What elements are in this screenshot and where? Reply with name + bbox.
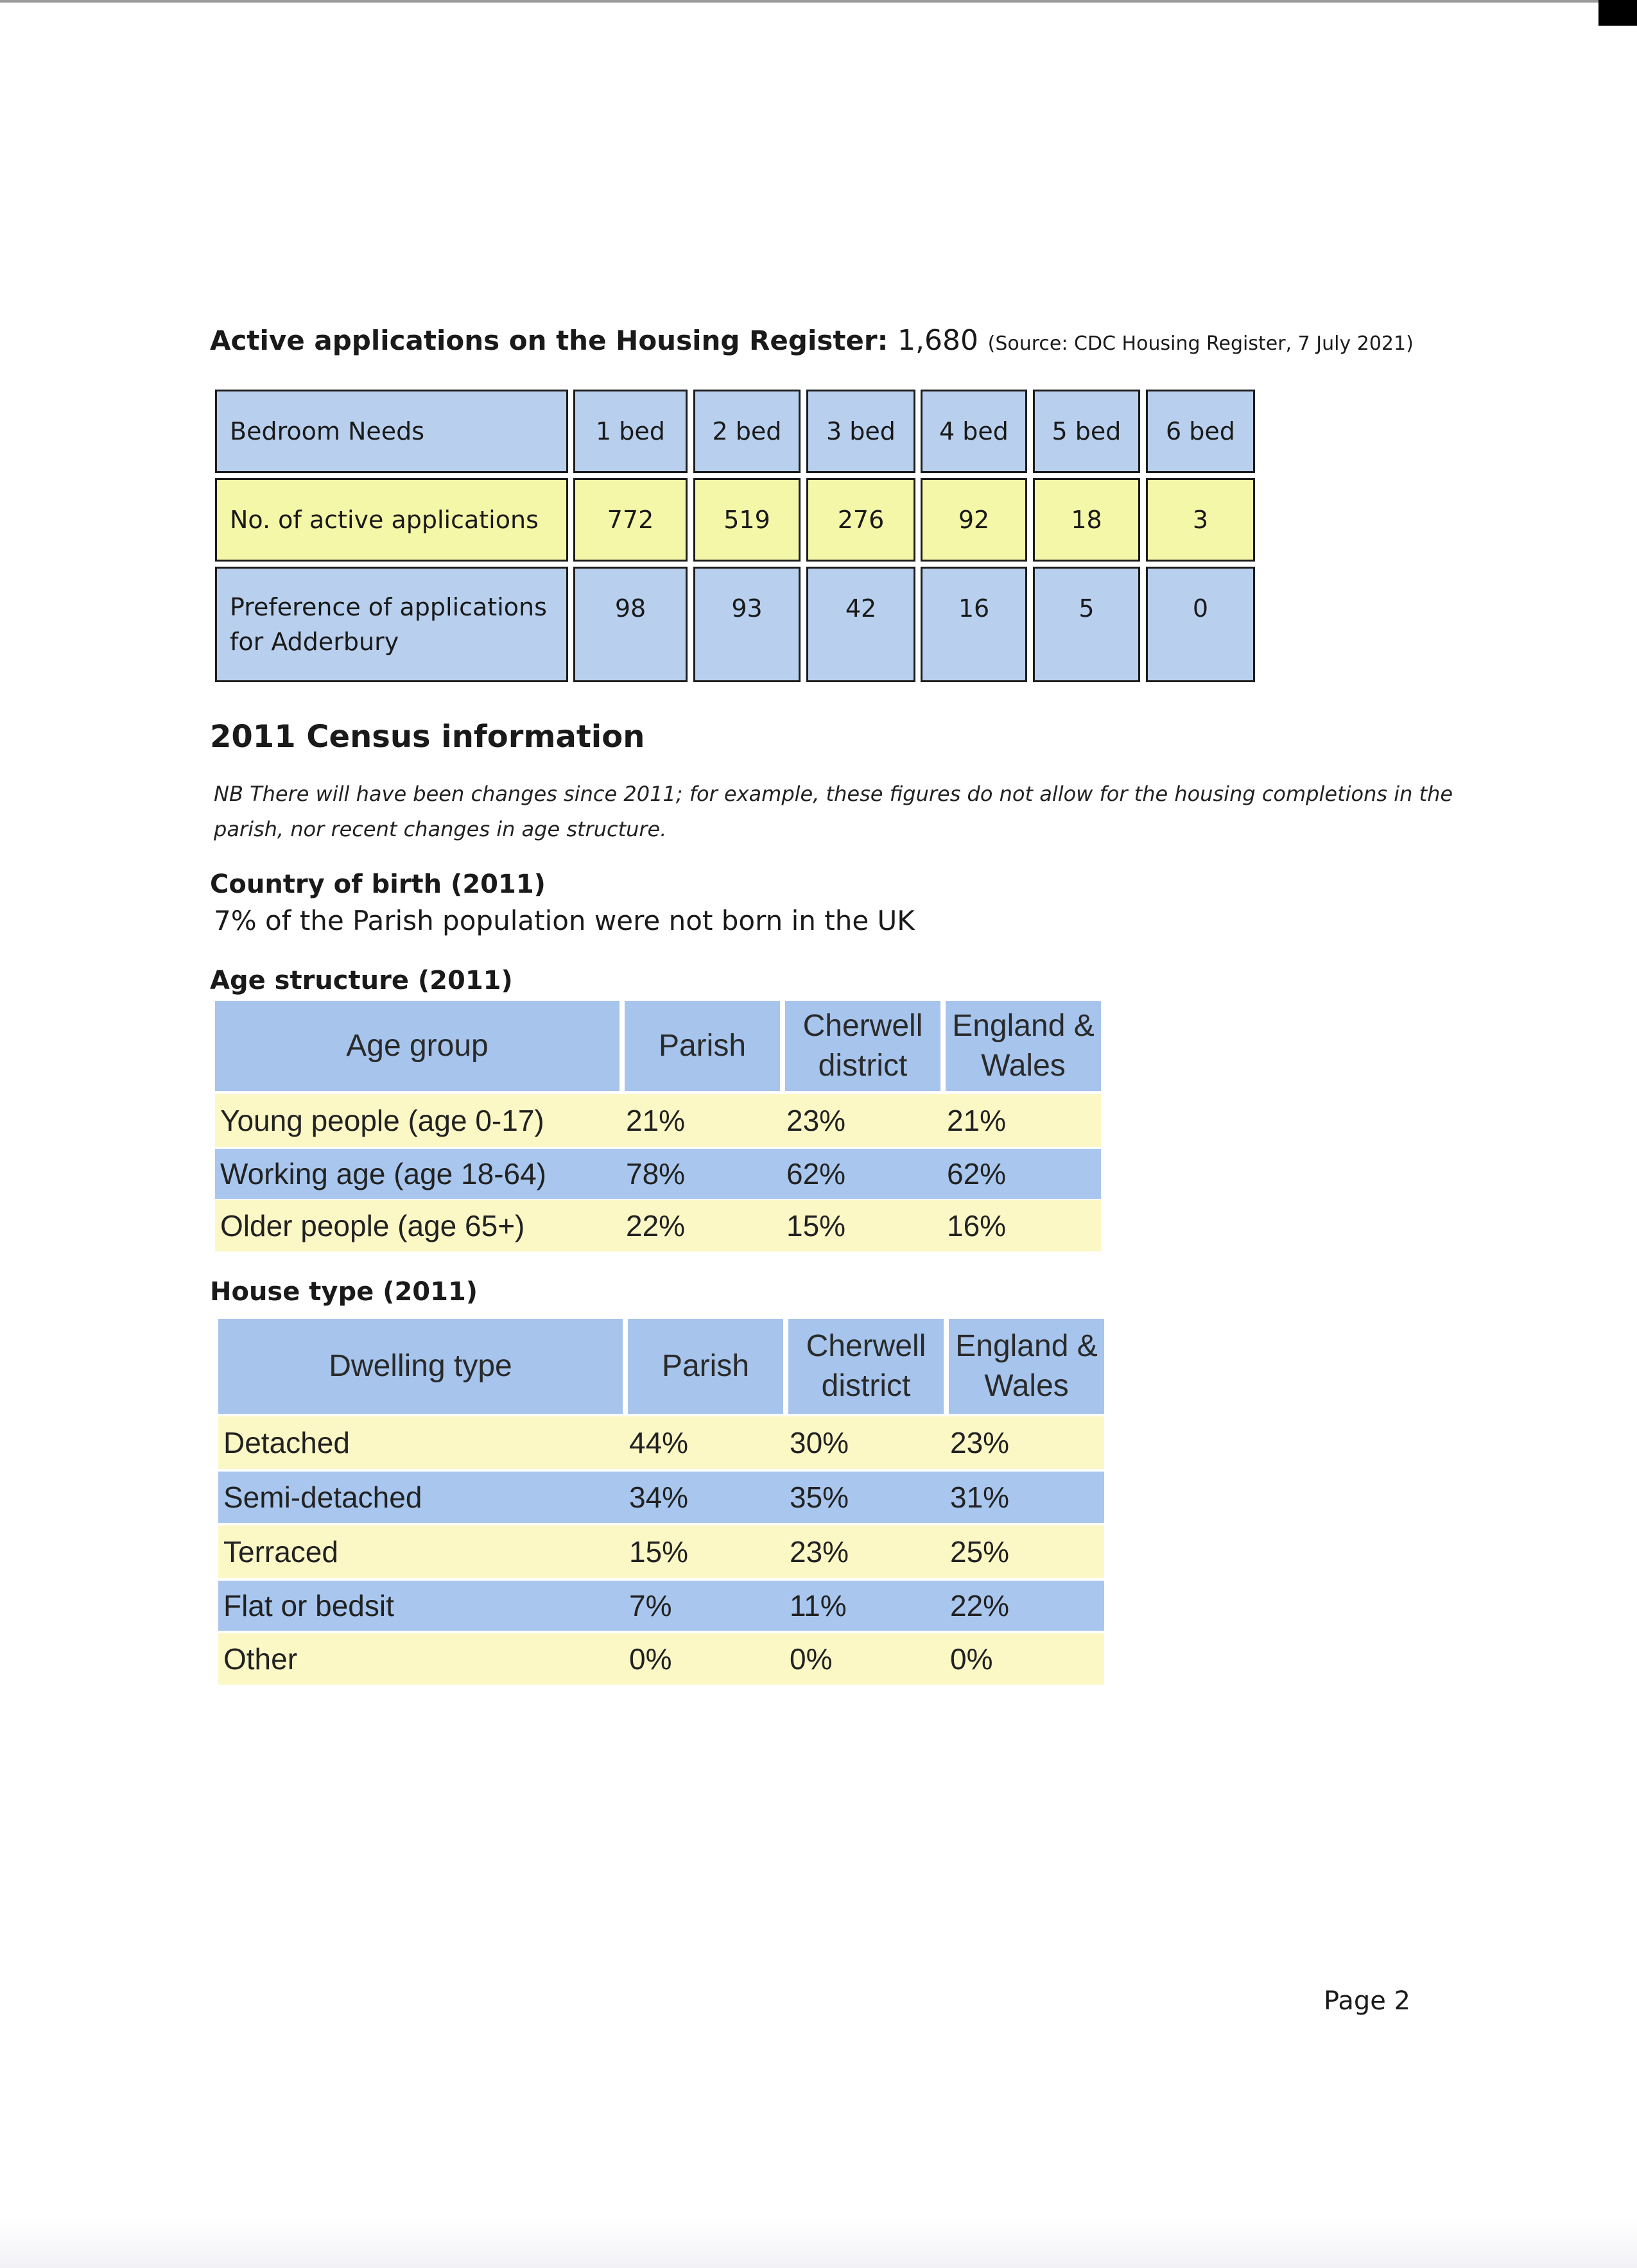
age-col-england: England & Wales [946,1001,1101,1091]
house-row-cherwell: 11% [790,1589,847,1622]
house-row-cherwell: 23% [790,1535,849,1568]
birth-heading: Country of birth (2011) [210,870,546,899]
age-row-england: 62% [947,1157,1007,1190]
age-row-cherwell: 23% [786,1104,846,1137]
age-row-label: Older people (age 65+) [220,1209,525,1242]
age-heading: Age structure (2011) [210,966,513,995]
table-row [215,1094,1101,1147]
active-3-bed: 276 [806,478,915,562]
house-col-type: Dwelling type [218,1319,623,1414]
preference-5-bed: 5 [1033,567,1140,682]
table-row [218,1581,1104,1631]
age-row-parish: 22% [626,1209,686,1242]
preference-2-bed: 93 [693,567,801,682]
house-row-cherwell: 0% [790,1642,833,1676]
table-row [218,1472,1104,1523]
age-col-cherwell: Cherwell district [785,1001,940,1091]
preference-4-bed: 16 [921,567,1027,682]
row-preference-label: Preference of applications for Adderbury [215,567,568,682]
header-3-bed: 3 bed [806,390,915,473]
table-row [218,1633,1104,1685]
house-col-england: England & Wales [949,1319,1104,1414]
active-2-bed: 519 [693,478,801,562]
header-6-bed: 6 bed [1146,390,1255,473]
birth-statement: 7% of the Parish population were not born in the UK [214,905,915,936]
table-row [218,1525,1104,1578]
house-row-parish: 34% [629,1481,689,1514]
row-active-label: No. of active applications [215,478,568,562]
house-row-england: 0% [950,1642,993,1676]
register-heading [210,324,1414,357]
active-1-bed: 772 [573,478,688,562]
scan-top-edge [0,0,1598,3]
house-table [215,1319,1101,1685]
age-row-cherwell: 62% [786,1157,846,1190]
scan-bottom-edge [0,2217,1637,2268]
house-row-england: 31% [950,1481,1010,1514]
header-5-bed: 5 bed [1033,390,1140,473]
register-source: (Source: CDC Housing Register, 7 July 2021) [987,332,1414,355]
register-count: 1,680 [897,324,979,357]
house-row-parish: 15% [629,1535,689,1568]
preference-3-bed: 42 [806,567,915,682]
house-row-parish: 0% [629,1642,672,1676]
header-bedroom-needs: Bedroom Needs [215,390,568,473]
header-4-bed: 4 bed [921,390,1027,473]
house-row-label: Semi-detached [223,1481,422,1514]
house-col-parish: Parish [628,1319,783,1414]
active-5-bed: 18 [1033,478,1140,562]
house-col-cherwell: Cherwell district [788,1319,944,1414]
preference-6-bed: 0 [1146,567,1255,682]
register-heading-label: Active applications on the Housing Register: [210,325,888,356]
preference-1-bed: 98 [573,567,688,682]
house-row-england: 23% [950,1426,1010,1459]
age-row-parish: 78% [626,1157,686,1190]
scan-corner-mark [1598,0,1637,26]
active-4-bed: 92 [921,478,1027,562]
house-row-cherwell: 35% [790,1481,849,1514]
age-row-label: Working age (age 18-64) [220,1157,546,1190]
house-heading: House type (2011) [210,1277,478,1307]
active-6-bed: 3 [1146,478,1255,562]
house-row-parish: 44% [629,1426,689,1459]
age-row-cherwell: 15% [786,1209,846,1242]
page-number: Page 2 [1324,1986,1410,2016]
house-row-label: Other [223,1642,298,1676]
age-table [215,1001,1101,1251]
age-row-england: 16% [947,1209,1007,1242]
age-row-label: Young people (age 0-17) [220,1104,544,1137]
table-row [218,1416,1104,1469]
house-row-cherwell: 30% [790,1426,849,1459]
house-row-label: Detached [223,1426,350,1459]
house-row-england: 22% [950,1589,1010,1622]
age-col-group: Age group [215,1001,619,1091]
house-row-label: Flat or bedsit [223,1589,394,1622]
age-row-parish: 21% [626,1104,686,1137]
age-row-england: 21% [947,1104,1007,1137]
header-1-bed: 1 bed [573,390,688,473]
table-row [215,1149,1101,1199]
header-2-bed: 2 bed [693,390,801,473]
age-col-parish: Parish [625,1001,780,1091]
house-row-england: 25% [950,1535,1010,1568]
house-row-label: Terraced [223,1535,338,1568]
census-heading: 2011 Census information [210,719,645,755]
table-row [215,1200,1101,1251]
census-note: NB There will have been changes since 2011; for example, these figures do not allow for the housing completions in the parish, nor recent changes in age structure. [214,782,1453,841]
house-row-parish: 7% [629,1589,672,1622]
